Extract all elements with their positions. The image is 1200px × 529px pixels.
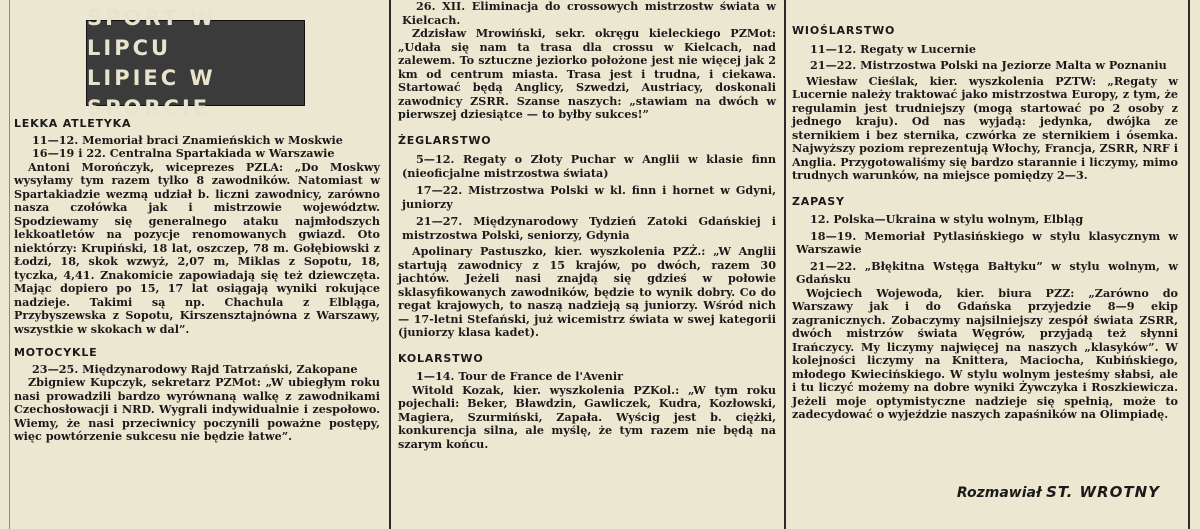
section-title: KOLARSTWO — [398, 351, 484, 365]
author-signature — [957, 483, 1160, 501]
event-list — [402, 153, 776, 242]
interview-text: , sekr. okręgu kieleckiego PZMot: „Udała się nam ta trasa dla crossu w Kielcach, nad zalewem. To sztuczne jeziorko położone jest nie więcej jak 2 km od centrum miasta. Trasa jest i trudna, i ciekawa. Startować będą Anglicy, Szwedzi, Austriacy, doskonali zawodnicy ZSRR. Szanse naszych: „stawiam na dwóch w pierwszej dziesiątce — to byłby sukces!” — [398, 26, 777, 121]
event-item: 17—22. Mistrzostwa Polski w kl. finn i hornet w Gdyni, juniorzy — [402, 183, 776, 211]
interview-text: , kier. wyszkolenia PZTW: „Regaty w Lucernie należy traktować jako mistrzostwa Europy, z tym, że regulamin jest trudniejszy (mogą startować po 2 osoby z jednego kraju). Od nas wyjadą: jedynka, dwójka ze sternikiem i bez sternika, czwórka ze sternikiem i ósemka. Najwyższy poziom reprezentują Włochy, Francja, ZSRR, NRF i Anglia. Przygotowaliśmy się bardzo starannie i liczymy, mimo trudnych warunków, na miejsce pomiędzy 2—3. — [792, 73, 1179, 182]
section-title: ŻEGLARSTWO — [398, 133, 492, 147]
header-line-1: SPORT W LIPCU — [87, 6, 217, 60]
interview-paragraph — [398, 245, 776, 340]
signature-name: ST. WROTNY — [1046, 483, 1160, 501]
interview-paragraph — [398, 27, 776, 122]
interviewee-name: Zbigniew Kupczyk — [28, 375, 143, 389]
interview-text: , sekretarz PZMot: „W ubiegłym roku nasi prowadzili bardzo wyrównaną walkę z zawodnikami Czechosłowacji i NRD. Wygrali indywidualnie i zespołowo. Wiemy, że nasi przeciwnicy poczynili poważne postępy, więc powtórzenie sukcesu nie będzie łatwe”. — [14, 375, 380, 443]
interviewee-name: Wojciech Wojewoda — [806, 285, 939, 300]
event-item: 5—12. Regaty o Złoty Puchar w Anglii w klasie finn (nieoficjalne mistrzostwa świata) — [402, 152, 776, 180]
section-title: WIOŚLARSTWO — [792, 24, 896, 37]
column-divider — [1188, 0, 1190, 529]
interview-text: , wiceprezes PZLA: „Do Moskwy wysyłamy tym razem tylko 8 zawodników. Natomiast w Spartakiadzie wezmą udział b. liczni zawodnicy, zarówno nasza czołówka jak i mistrzowie województw. Spodziewamy się generalnego ataku najmłodszych lekkoatletów na pozycje renomowanych gwiazd. Oto niektórzy: Krupiński, 18 lat, oszczep, 78 m. Gołębiowski z Łodzi, 18, skok wzwyż, 2,07 m, Miklas z Sopotu, 18, tyczka, 4,41. Znakomicie zapowiadają się też dziewczęta. Mając dopiero po 15, 17 lat osiągają wyniki rokujące nadzieje. Takimi są np. Chachula z Elbląga, Przybyszewska z Sopotu, Kirszensztajnówna z Warszawy, wszystkie w skokach w dal”. — [14, 159, 380, 336]
interview-paragraph — [792, 287, 1178, 422]
event-list — [402, 0, 776, 27]
interview-paragraph — [14, 376, 380, 444]
interviewee-name: Antoni Morończyk — [28, 159, 151, 174]
event-item: 16—19 i 22. Centralna Spartakiada w Warszawie — [32, 146, 335, 160]
interview-text: , kier. wyszkolenia PZKol.: „W tym roku pojechali: Beker, Bławdzin, Gawliczek, Kudra, Kozłowski, Magiera, Szurmiński, Zapała. Wyścig jest b. ciężki, konkurencja silna, ale myślę, że tym razem nie będą na szarym końcu. — [398, 382, 776, 451]
event-item: 21—22. „Błękitna Wstęga Bałtyku” w stylu wolnym, w Gdańsku — [796, 258, 1178, 286]
event-item: 11—12. Regaty w Lucernie — [810, 41, 977, 56]
event-item: 1—14. Tour de France de l'Avenir — [416, 369, 624, 383]
column-divider — [389, 0, 391, 529]
interview-text: , kier. wyszkolenia PZŻ.: „W Anglii startują zawodnicy z 15 krajów, po dwóch, razem 30 jachtów. Jeżeli nasi znajdą się gdzieś w połowie sklasyfikowanych zawodników, będzie to wynik dobry. Co do regat krajowych, to naszą nadzieją są juniorzy. Wśród nich — 17-letni Stefański, już wicemistrz świata w swej kategorii (juniorzy klasa kadet). — [398, 244, 777, 339]
interview-text: , kier. biura PZZ: „Zarówno do Warszawy jak i do Gdańska przyjedzie 8—9 ekip zagranicznych. Zobaczymy najsilniejszy zespół świata ZSRR, dwóch mistrzów świata Węgrów, przyjadą też słynni Irańczycy. My liczymy najwięcej na naszych „klasyków”. W kolejności liczymy na Knittera, Maciocha, Kubińskiego, młodego Kwiecińskiego. W stylu wolnym jesteśmy słabsi, ale i tu liczyć możemy na dobre wyniki Żywczyka i Roszkiewicza. Jeżeli moje optymistyczne nadzieje się spełnią, może to zadecydować o wyjeździe naszych zapaśników na Olimpiadę. — [792, 285, 1178, 421]
event-list — [402, 370, 776, 384]
event-list — [18, 363, 380, 377]
interviewee-name: Witold Kozak — [412, 382, 501, 397]
event-list — [18, 134, 380, 161]
interview-paragraph — [398, 384, 776, 452]
event-item: 21—22. Mistrzostwa Polski na Jeziorze Malta w Poznaniu — [810, 58, 1167, 72]
interviewee-name: Zdzisław Mrowiński — [412, 26, 542, 40]
column-divider — [784, 0, 786, 529]
interview-paragraph — [792, 75, 1178, 183]
event-item: 11—12. Memoriał braci Znamieńskich w Moskwie — [32, 132, 343, 147]
event-item: 12. Polska—Ukraina w stylu wolnym, Elbląg — [810, 212, 1084, 226]
section-title: MOTOCYKLE — [14, 346, 98, 359]
event-item: 18—19. Memoriał Pytlasińskiego w stylu klasycznym w Warszawie — [796, 228, 1178, 256]
section-header-box — [86, 6, 305, 120]
event-list — [796, 43, 1178, 73]
event-item: 26. XII. Eliminacja do crossowych mistrzostw świata w Kielcach. — [402, 0, 776, 27]
column-divider — [9, 0, 10, 529]
section-title: ZAPASY — [792, 194, 845, 208]
interviewee-name: Wiesław Cieślak — [806, 73, 915, 88]
column-1 — [14, 117, 380, 444]
event-item: 23—25. Międzynarodowy Rajd Tatrzański, Zakopane — [32, 361, 358, 376]
column-3 — [792, 24, 1178, 422]
interviewee-name: Apolinary Pastuszko — [412, 244, 543, 258]
column-2 — [398, 0, 776, 451]
signature-label: Rozmawiał — [956, 485, 1042, 501]
section-title: LEKKA ATLETYKA — [14, 117, 132, 130]
interview-paragraph — [14, 161, 380, 337]
header-line-2: LIPIEC W SPORCIE — [87, 66, 216, 120]
event-list — [796, 213, 1178, 287]
event-item: 21—27. Międzynarodowy Tydzień Zatoki Gdańskiej i mistrzostwa Polski, seniorzy, Gdynia — [402, 214, 776, 242]
